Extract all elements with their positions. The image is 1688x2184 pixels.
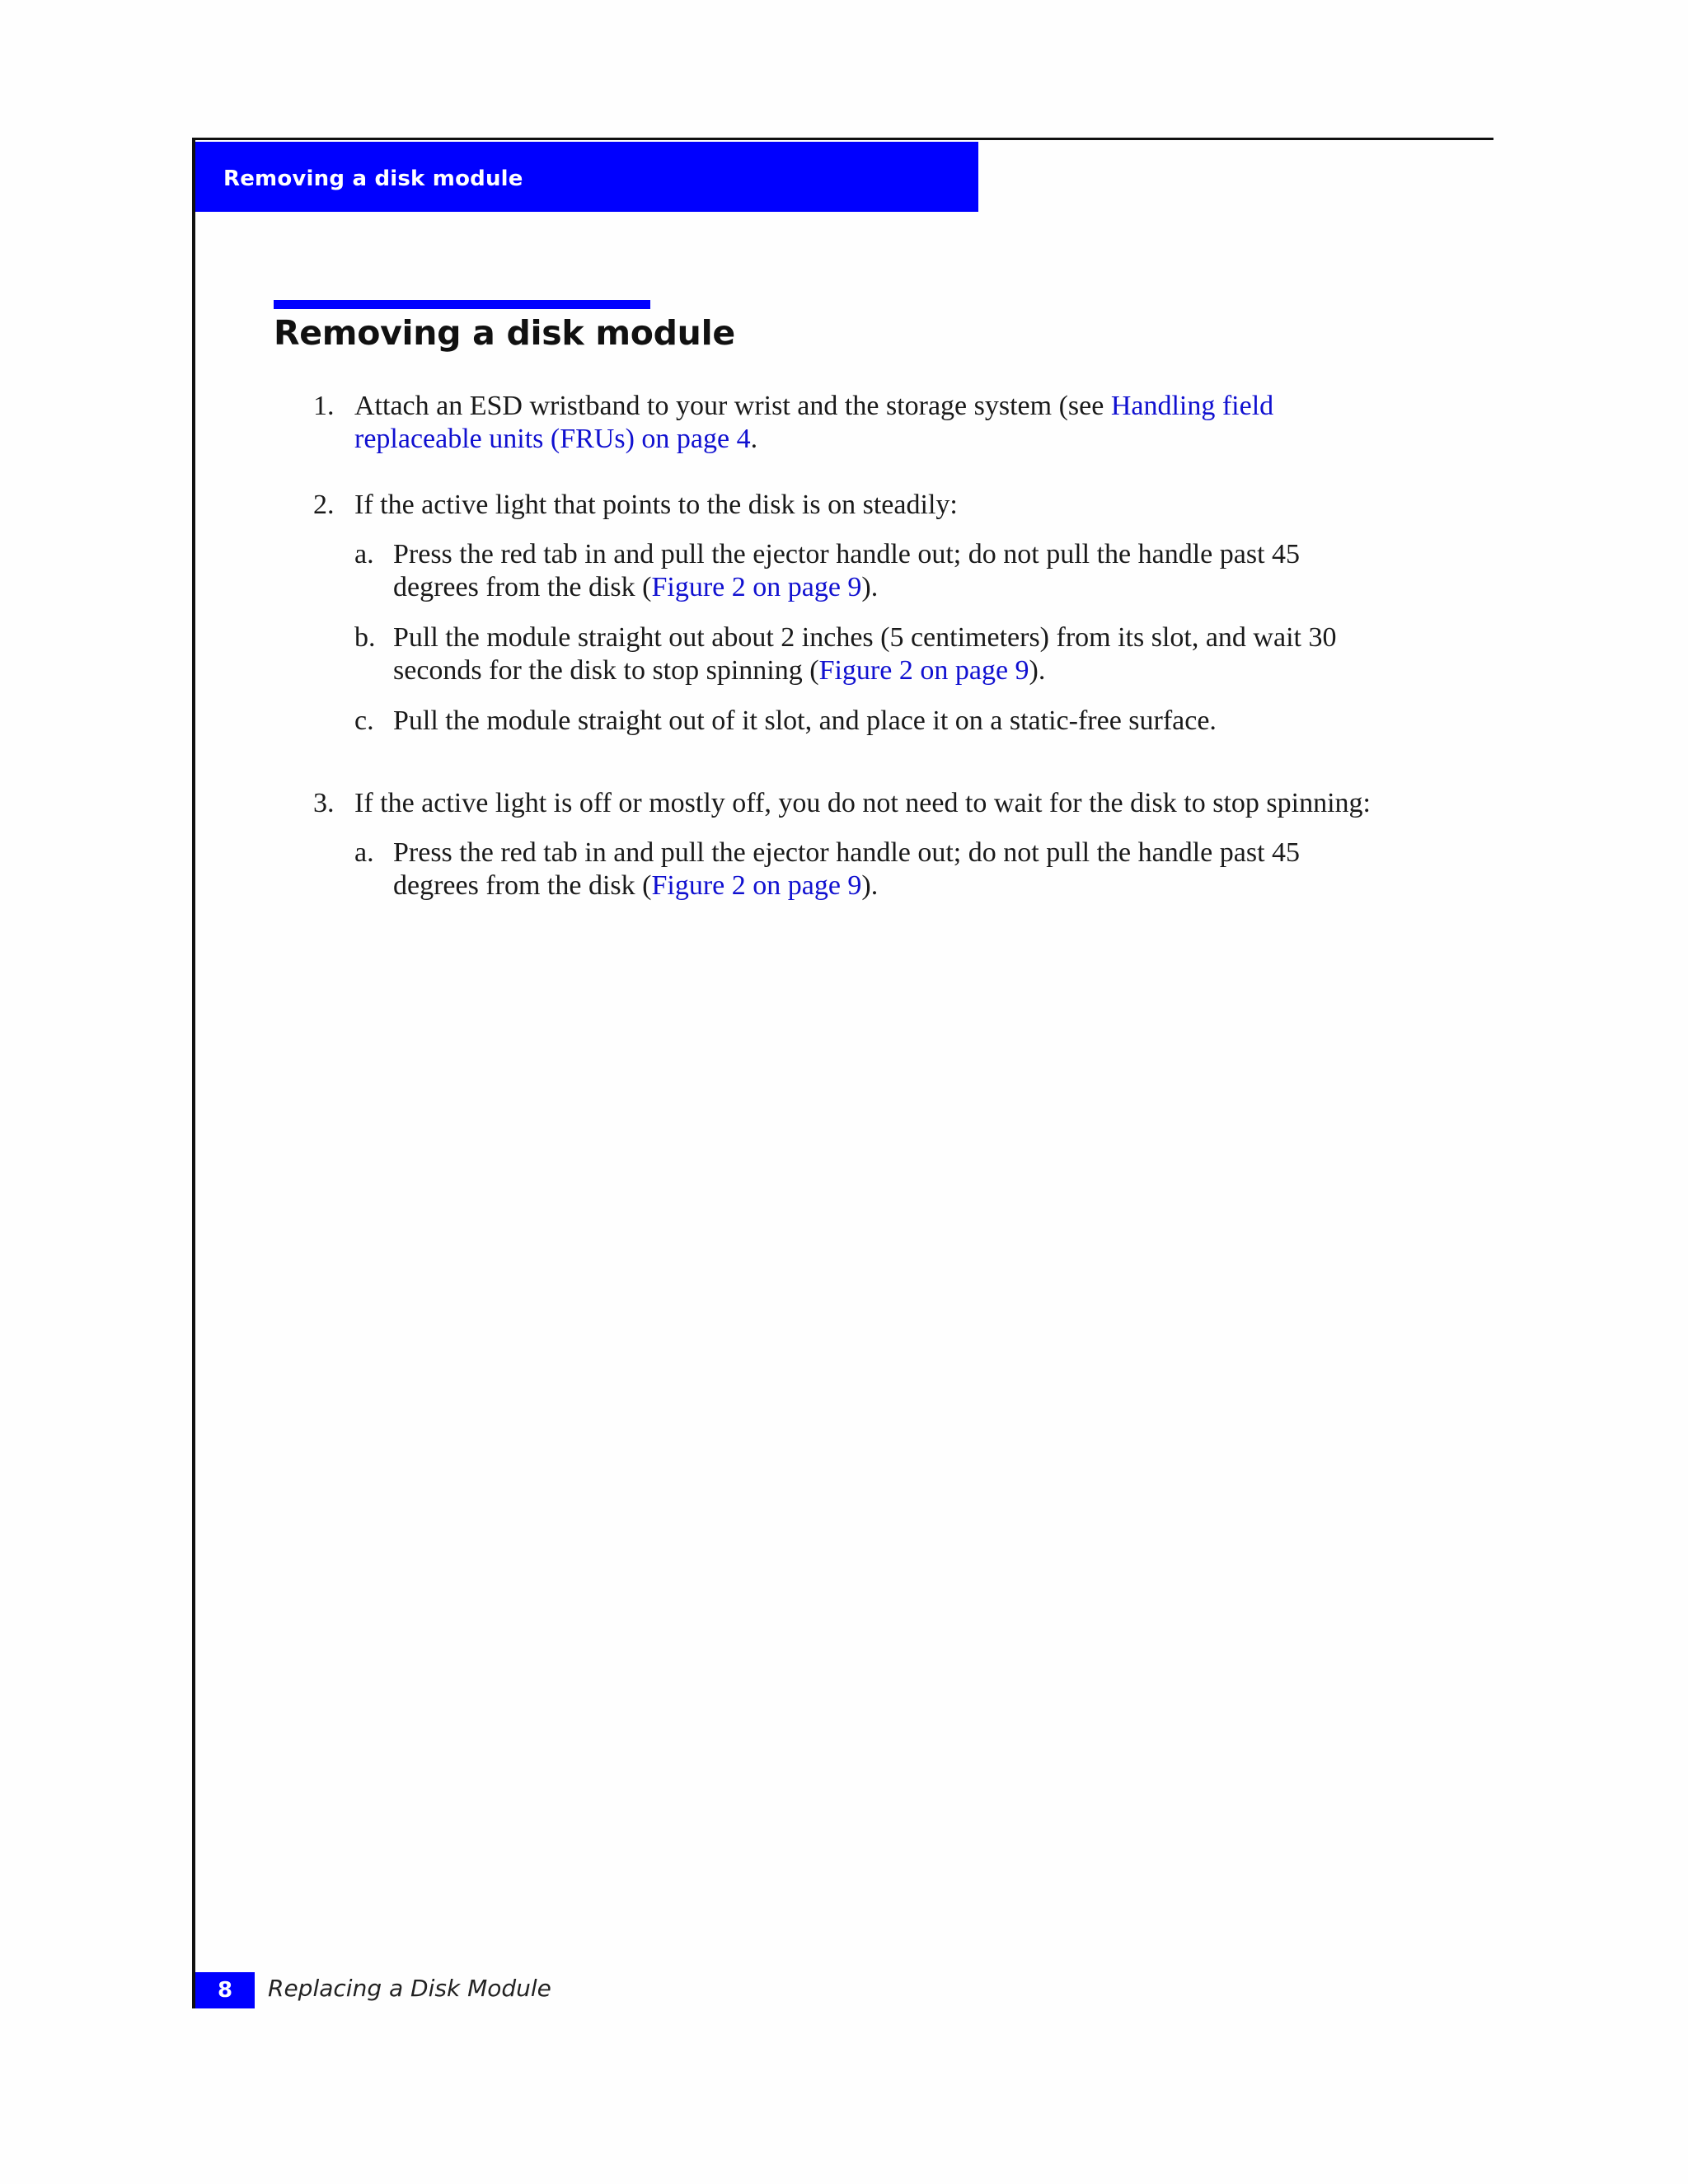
substep-line-2-after: ). bbox=[861, 870, 879, 901]
step-number: 3. bbox=[313, 788, 335, 818]
substep-line-2-before: degrees from the disk ( bbox=[393, 572, 652, 602]
substep-line-2-before: seconds for the disk to stop spinning ( bbox=[393, 655, 819, 686]
step-text bbox=[354, 390, 1442, 456]
left-margin-rule bbox=[192, 138, 195, 2008]
step-number: 2. bbox=[313, 490, 335, 520]
step-text: If the active light that points to the disk is on steadily: bbox=[354, 490, 958, 520]
substep-line-1: Press the red tab in and pull the ejector handle out; do not pull the handle past 45 bbox=[393, 837, 1301, 868]
step-number: 1. bbox=[313, 391, 335, 421]
link-text-line-2: replaceable units (FRUs) on page 4 bbox=[354, 424, 751, 454]
substep-line-2-after: ). bbox=[1029, 655, 1046, 686]
top-rule bbox=[195, 138, 1493, 140]
substep-line-2-before: degrees from the disk ( bbox=[393, 870, 652, 901]
substep-line-2-after: ). bbox=[861, 572, 879, 602]
substep-letter: a. bbox=[354, 539, 374, 569]
substep-letter: b. bbox=[354, 622, 376, 653]
step-text-after-link: . bbox=[750, 424, 758, 454]
step-text-before-link: Attach an ESD wristband to your wrist and the storage system (see bbox=[354, 391, 1111, 421]
running-header-label: Removing a disk module bbox=[223, 166, 523, 191]
substep-line-1: Pull the module straight out about 2 inches (5 centimeters) from its slot, and wait 30 bbox=[393, 622, 1337, 653]
figure-2-link[interactable]: Figure 2 on page 9 bbox=[651, 870, 862, 901]
substep-text bbox=[393, 621, 1336, 687]
running-footer-title: Replacing a Disk Module bbox=[268, 1975, 551, 2002]
page-number-box bbox=[195, 1972, 255, 2008]
page-number: 8 bbox=[217, 1978, 233, 2003]
section-title: Removing a disk module bbox=[274, 313, 735, 353]
substep-letter: a. bbox=[354, 837, 374, 868]
substep-line-1: Press the red tab in and pull the ejector handle out; do not pull the handle past 45 bbox=[393, 539, 1301, 569]
substep-text: Pull the module straight out of it slot, and place it on a static-free surface. bbox=[393, 705, 1217, 736]
figure-2-link[interactable]: Figure 2 on page 9 bbox=[818, 655, 1029, 686]
running-header-tab bbox=[195, 142, 978, 212]
step-text: If the active light is off or mostly off, you do not need to wait for the disk to stop spinning: bbox=[354, 788, 1371, 818]
figure-2-link[interactable]: Figure 2 on page 9 bbox=[651, 572, 862, 602]
link-text-line-1: Handling field bbox=[1110, 391, 1274, 421]
substep-text bbox=[393, 538, 1300, 604]
substep-text bbox=[393, 837, 1300, 902]
substep-letter: c. bbox=[354, 705, 374, 736]
section-title-bar bbox=[274, 300, 650, 309]
